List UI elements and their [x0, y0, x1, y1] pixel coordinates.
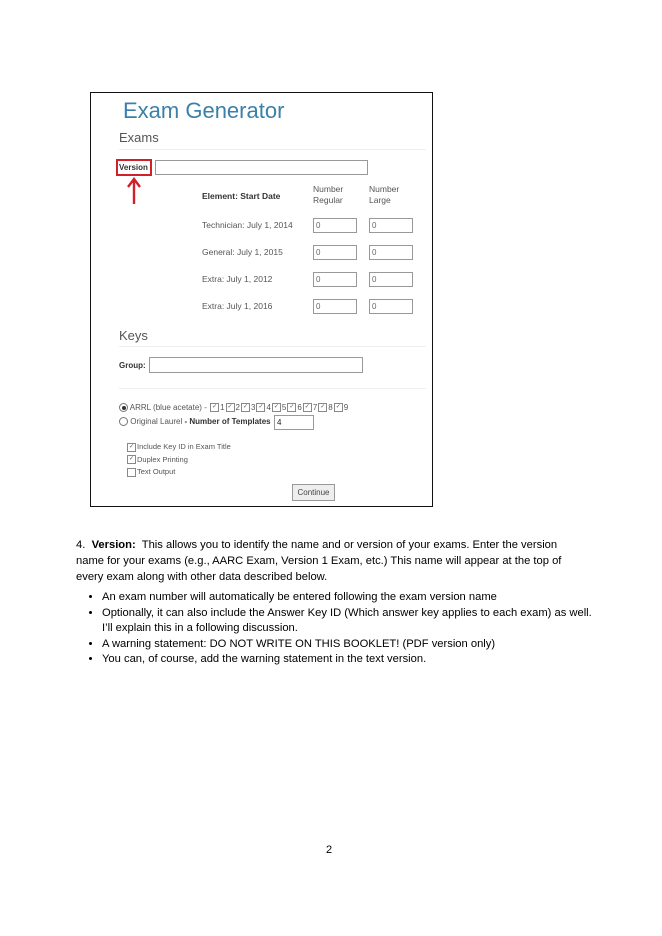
- number-large-input[interactable]: 0: [369, 299, 413, 314]
- key-number: 8: [328, 403, 333, 412]
- option-row: [126, 467, 175, 477]
- key-number: 2: [235, 403, 240, 412]
- key-number: 1: [220, 403, 225, 412]
- number-regular-input[interactable]: 0: [313, 218, 357, 233]
- templates-label: - Number of Templates: [184, 417, 271, 426]
- version-label: Version: [119, 163, 148, 172]
- key-checkbox[interactable]: ✓: [320, 404, 326, 411]
- element-label: Technician: July 1, 2014: [202, 220, 293, 230]
- group-label: Group:: [119, 361, 146, 370]
- element-label: General: July 1, 2015: [202, 247, 283, 257]
- key-checkbox[interactable]: ✓: [289, 404, 295, 411]
- arrl-label: ARRL (blue acetate) -: [129, 403, 207, 412]
- key-number: 4: [266, 403, 271, 412]
- key-checkbox[interactable]: ✓: [304, 404, 310, 411]
- bullet-item: • A warning statement: DO NOT WRITE ON THIS BOOKLET! (PDF version only): [102, 637, 602, 653]
- option-row: [126, 455, 188, 465]
- number-large-input[interactable]: 0: [369, 272, 413, 287]
- bullet-item: • Optionally, it can also include the Answer Key ID (Which answer key applies to each exam) as well. I’ll explain this in a following discussion.: [102, 606, 602, 637]
- laurel-row: [119, 417, 271, 426]
- keys-heading: Keys: [119, 328, 148, 343]
- unchecked-checkbox[interactable]: [127, 468, 136, 477]
- exam-generator-screenshot: [90, 92, 433, 507]
- key-number: 6: [297, 403, 302, 412]
- bullet-item: • An exam number will automatically be entered following the exam version name: [102, 590, 602, 606]
- key-number: 5: [281, 403, 287, 412]
- laurel-radio[interactable]: [119, 417, 128, 426]
- key-checkbox[interactable]: ✓: [242, 404, 249, 411]
- element-label: Extra: July 1, 2012: [202, 274, 273, 284]
- continue-button[interactable]: Continue: [292, 484, 335, 501]
- key-checkbox[interactable]: ✓: [273, 404, 279, 411]
- exams-heading: Exams: [119, 130, 159, 145]
- item-number: 4.: [76, 539, 86, 551]
- number-regular-input[interactable]: 0: [313, 272, 357, 287]
- arrl-radio[interactable]: [119, 403, 128, 412]
- number-large-input[interactable]: 0: [369, 245, 413, 260]
- page-number: 2: [326, 844, 333, 856]
- col-regular: Number Regular: [313, 184, 344, 205]
- item-text: This allows you to identify the name and or version of your exams. Enter the version name for your exams (e.g., AARC Exam, Version 1 Exam, etc.) This name will appear at the top of every exam along with other data described below.: [76, 539, 562, 583]
- key-checkbox[interactable]: ✓: [212, 404, 218, 411]
- arrow-up-icon: [127, 177, 141, 205]
- option-label: Text Output: [137, 467, 176, 476]
- checked-checkbox[interactable]: ✓: [128, 456, 135, 463]
- col-large: Number Large: [369, 184, 400, 205]
- element-label: Extra: July 1, 2016: [202, 301, 273, 311]
- key-number: 7: [312, 403, 318, 412]
- group-input[interactable]: [149, 357, 363, 373]
- key-number: 9: [343, 403, 349, 412]
- version-input[interactable]: [155, 160, 368, 175]
- item-paragraph: [76, 537, 576, 585]
- option-label: Duplex Printing: [137, 454, 188, 464]
- number-large-input[interactable]: 0: [369, 218, 413, 233]
- laurel-label: Original Laurel: [130, 417, 183, 426]
- arrl-row: [119, 403, 348, 412]
- checked-checkbox[interactable]: ✓: [128, 443, 135, 450]
- key-checkbox[interactable]: ✓: [227, 404, 233, 411]
- bullet-item: • You can, of course, add the warning statement in the text version.: [102, 652, 602, 668]
- number-regular-input[interactable]: 0: [313, 299, 357, 314]
- option-row: [126, 442, 231, 452]
- item-title: Version:: [91, 539, 136, 551]
- key-number: 3: [251, 403, 256, 412]
- option-label: Include Key ID in Exam Title: [137, 442, 231, 451]
- key-checkbox[interactable]: ✓: [335, 404, 341, 411]
- key-checkbox[interactable]: ✓: [258, 404, 264, 411]
- app-title: Exam Generator: [123, 98, 285, 123]
- col-element: Element: Start Date: [202, 191, 281, 201]
- bullet-list: [76, 590, 602, 668]
- number-regular-input[interactable]: 0: [313, 245, 357, 260]
- templates-input[interactable]: 4: [274, 415, 314, 430]
